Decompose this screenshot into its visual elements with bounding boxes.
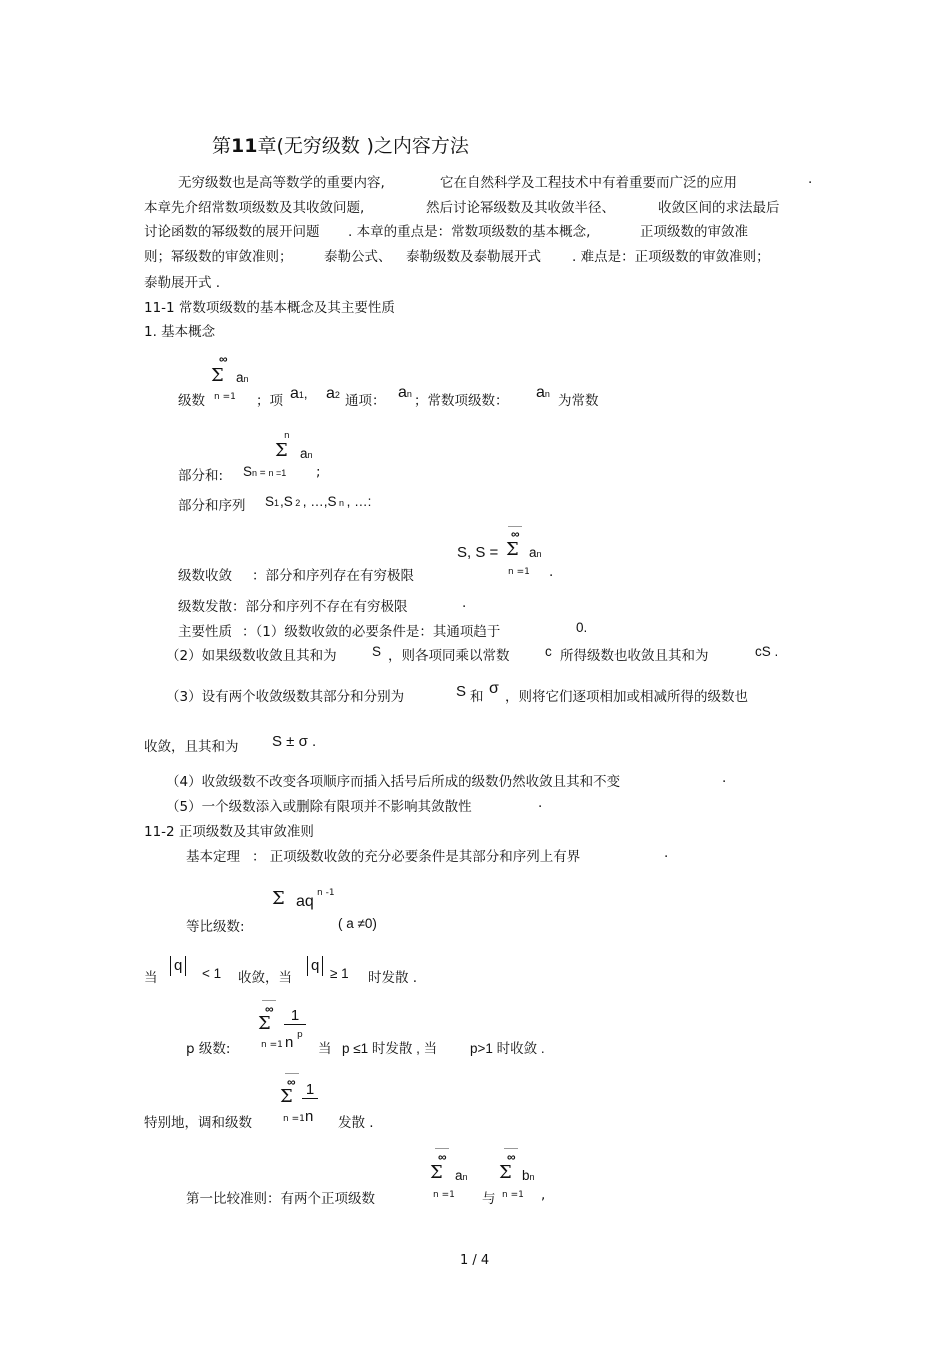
property-3c: ，则将它们逐项相加或相减所得的级数也 [505, 689, 748, 705]
property-2-s: S [372, 644, 382, 659]
period: . [549, 564, 554, 580]
partial-sum-label: 部分和: [178, 468, 224, 484]
property-2-c: c [545, 644, 552, 659]
subsection-basic-concepts: 1. 基本概念 [144, 324, 216, 340]
numerator: 1 [290, 1007, 300, 1024]
numerator: 1 [305, 1081, 315, 1098]
limit-s-expr: S, S = [457, 544, 499, 561]
p-series-label: p 级数: [186, 1041, 231, 1057]
intro-line-2b: 然后讨论幂级数及其收敛半径、 [426, 200, 615, 216]
property-2-cs: cS . [755, 644, 779, 659]
intro-line-2a: 本章先介绍常数项级数及其收敛问题, [144, 200, 365, 216]
sigma-symbol: Σ [280, 1086, 293, 1107]
intro-line-4a: 则；幂级数的审敛准则； [144, 249, 293, 265]
geo-label: 等比级数: [186, 919, 245, 935]
const-tail: 为常数 [558, 393, 599, 409]
sequence-s1: S1 [265, 494, 280, 509]
section-11-1-heading: 11-1 常数项级数的基本概念及其主要性质 [144, 300, 395, 316]
infinity-symbol: ∞ [511, 527, 520, 541]
geo-condition: ( a ≠0) [338, 916, 377, 931]
property-2a: （2）如果级数收敛且其和为 [166, 648, 337, 664]
semicolon: ; [316, 464, 321, 480]
harmonic-label: 特别地，调和级数 [144, 1115, 252, 1131]
intro-line-5: 泰勒展开式 . [144, 275, 221, 291]
comparison-and: 与 [482, 1191, 496, 1207]
property-3-sigma: σ [489, 680, 499, 697]
lower-limit: n =1 [261, 1040, 283, 1050]
page-title [212, 131, 469, 158]
chapter-number: 11 [231, 135, 258, 157]
infinity-symbol: ∞ [219, 352, 228, 366]
property-3a: （3）设有两个收敛级数其部分和分别为 [166, 689, 405, 705]
property-2b: ，则各项同乘以常数 [388, 648, 510, 664]
property-3-sum: S ± σ . [272, 733, 317, 750]
lower-limit: n =1 [283, 1114, 305, 1124]
properties-label: 主要性质 [178, 624, 232, 640]
period: . [722, 770, 727, 786]
partial-term-an: an [300, 446, 313, 461]
p-condition-2: p>1 时收敛 . [470, 1041, 545, 1056]
property-1-zero: 0. [576, 620, 588, 635]
const-an: an [536, 384, 550, 401]
intro-line-2c: 收敛区间的求法最后 [658, 200, 780, 216]
sigma-symbol: Σ [506, 539, 519, 560]
sigma-symbol: Σ [211, 365, 224, 386]
convergence-text: ：部分和序列存在有穷极限 [252, 568, 414, 584]
term-a2: a2 [326, 385, 340, 402]
intro-line-3b: . 本章的重点是：常数项级数的基本概念, [348, 224, 591, 240]
intro-line-4b: 泰勒公式、 [324, 249, 392, 265]
page-number: 1 / 4 [460, 1253, 490, 1268]
term-label: ；项 [256, 393, 283, 409]
sigma-symbol: Σ [499, 1162, 512, 1183]
property-5: （5）一个级数添入或删除有限项并不影响其敛散性 [166, 799, 472, 815]
convergence-label: 级数收敛 [178, 568, 232, 584]
sigma-symbol: Σ [272, 888, 285, 909]
title-mid: 章(无穷级数 [257, 135, 360, 157]
sequence-label: 部分和序列 [178, 498, 246, 514]
series-label: 级数 [178, 393, 205, 409]
general-term-an: an [398, 384, 412, 401]
when-label: 当 [144, 970, 158, 986]
intro-line-1c: . [808, 171, 813, 187]
diverge-text: 时发散 . [368, 970, 418, 986]
theorem-text: ： 正项级数收敛的充分必要条件是其部分和序列上有界 [252, 849, 581, 865]
partial-sum-sn: Sn = n =1 [243, 464, 287, 479]
divergence-text: 级数发散：部分和序列不存在有穷极限 [178, 599, 408, 615]
const-series-label: ；常数项级数： [414, 393, 509, 409]
denominator-n: n [305, 1108, 314, 1125]
cmp-term-bn: bn [522, 1168, 535, 1183]
intro-line-1b: 它在自然科学及工程技术中有着重要而广泛的应用 [440, 175, 737, 191]
property-3b: 和 [470, 689, 484, 705]
title-pre: 第 [212, 135, 232, 157]
fraction-1-over-np [284, 1007, 306, 1025]
comparison-tail: , [541, 1187, 546, 1203]
exponent-p: p [297, 1030, 303, 1040]
cmp-term-an: an [455, 1168, 468, 1183]
series-term-a: an [236, 370, 249, 385]
sigma-symbol: Σ [258, 1013, 271, 1034]
intro-line-3c: 正项级数的审敛准 [640, 224, 748, 240]
period: . [664, 845, 669, 861]
property-4: （4）收敛级数不改变各项顺序而插入括号后所成的级数仍然收敛且其和不变 [166, 774, 621, 790]
ge-1: ≥ 1 [330, 966, 349, 981]
geo-exponent: n -1 [317, 888, 335, 898]
general-term-label: 通项： [345, 393, 386, 409]
sequence-s2: ,S 2 , …,S n , …: [280, 494, 372, 509]
title-post: )之内容方法 [366, 135, 469, 157]
infinity-symbol: ∞ [438, 1150, 447, 1164]
property-3d: 收敛，且其和为 [144, 739, 239, 755]
property-3-s: S [456, 683, 467, 700]
q-symbol: q [311, 957, 320, 974]
intro-line-3a: 讨论函数的幂级数的展开问题 [144, 224, 320, 240]
intro-line-4d: . 难点是：正项级数的审敛准则； [572, 249, 770, 265]
lower-limit: n =1 [214, 392, 236, 402]
denominator-n: n [285, 1034, 294, 1051]
property-1: ：（1）级数收敛的必要条件是：其通项趋于 [242, 624, 501, 640]
theorem-label: 基本定理 [186, 849, 240, 865]
p-condition: p ≤1 时发散 , 当 [342, 1041, 438, 1056]
sigma-symbol: Σ [275, 440, 288, 461]
sigma-symbol: Σ [430, 1162, 443, 1183]
converge-when: 收敛，当 [238, 970, 292, 986]
lower-limit: n =1 [502, 1190, 524, 1200]
conv-term-an: an [529, 545, 542, 560]
geo-term-aq: aq [296, 893, 314, 910]
comparison-label: 第一比较准则：有两个正项级数 [186, 1191, 375, 1207]
infinity-symbol: ∞ [287, 1075, 296, 1089]
period: . [538, 795, 543, 811]
infinity-symbol: ∞ [265, 1002, 274, 1016]
harmonic-tail: 发散 . [338, 1115, 374, 1131]
less-than-1: < 1 [202, 966, 222, 981]
intro-line-4c: 泰勒级数及泰勒展开式 [406, 249, 541, 265]
lower-limit: n =1 [433, 1190, 455, 1200]
term-a1: a1, [290, 385, 308, 402]
period: . [462, 595, 467, 611]
section-11-2-heading: 11-2 正项级数及其审敛准则 [144, 824, 314, 840]
lower-limit: n =1 [508, 567, 530, 577]
fraction-1-over-n [302, 1081, 318, 1099]
q-symbol: q [174, 957, 183, 974]
infinity-symbol: ∞ [507, 1150, 516, 1164]
p-when: 当 [318, 1041, 332, 1057]
upper-limit-n: n [284, 431, 290, 441]
property-2c: 所得级数也收敛且其和为 [560, 648, 709, 664]
intro-line-1a: 无穷级数也是高等数学的重要内容, [178, 175, 385, 191]
